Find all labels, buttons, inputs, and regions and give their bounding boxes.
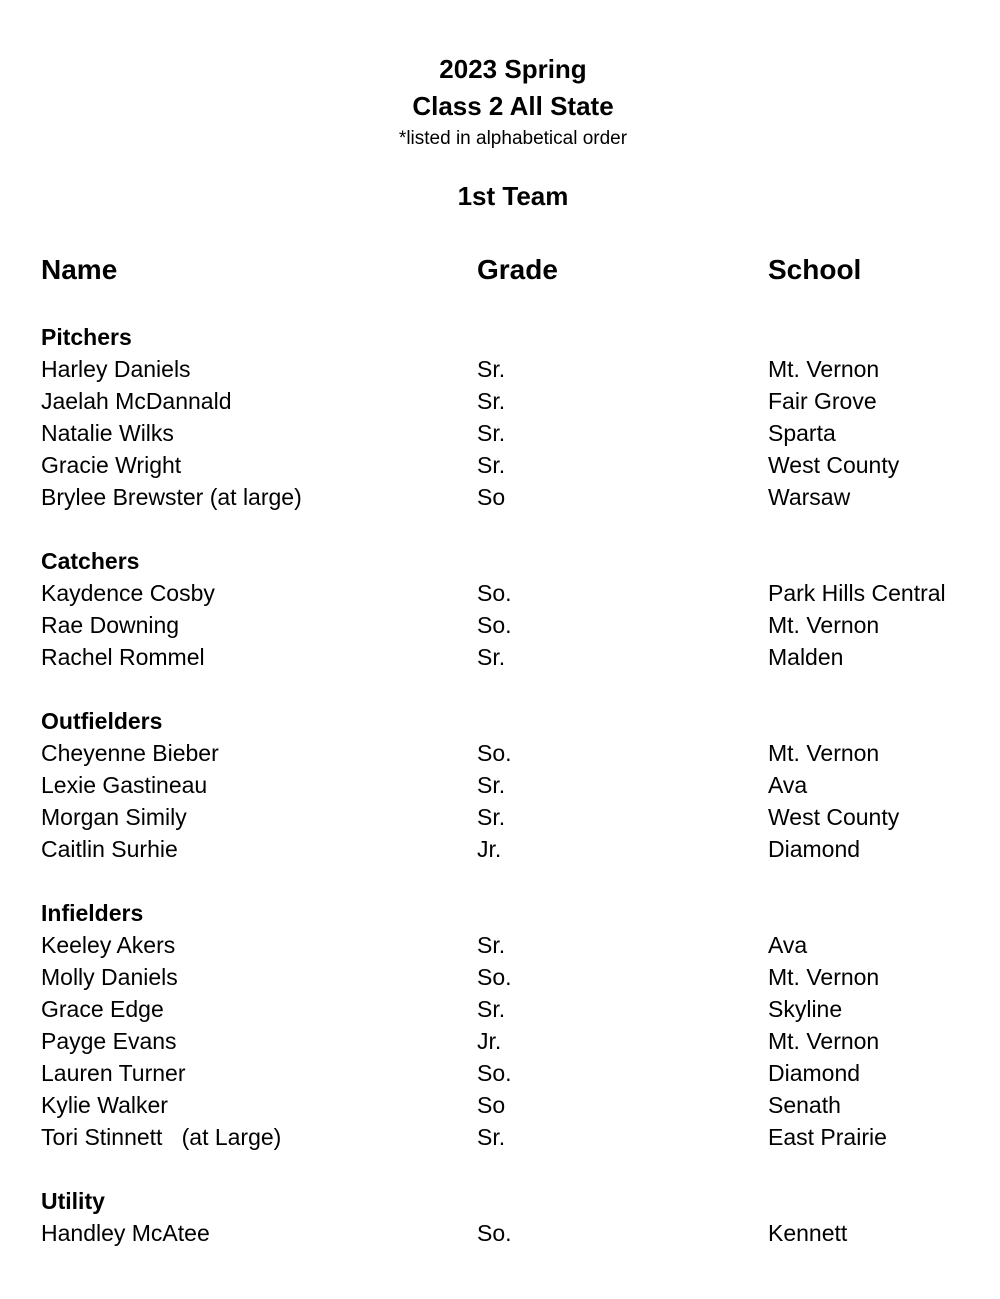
player-name: Brylee Brewster (at large) <box>41 484 302 510</box>
player-grade: Sr. <box>477 772 506 798</box>
player-row <box>0 417 1000 449</box>
player-grade: Sr. <box>477 644 506 670</box>
player-grade: Sr. <box>477 1124 506 1150</box>
player-name: Morgan Simily <box>41 804 187 830</box>
player-school: Sparta <box>768 420 836 446</box>
player-school: Senath <box>768 1092 841 1118</box>
player-name: Gracie Wright <box>41 452 182 478</box>
player-school: East Prairie <box>768 1124 887 1150</box>
player-name: Kaydence Cosby <box>41 580 215 606</box>
player-name: Rachel Rommel <box>41 644 205 670</box>
player-name: Tori Stinnett (at Large) <box>41 1124 282 1150</box>
position-heading: Utility <box>41 1188 105 1214</box>
player-grade: Jr. <box>477 836 502 862</box>
document-title-class: Class 2 All State <box>412 91 614 121</box>
player-grade: Sr. <box>477 388 506 414</box>
player-row <box>0 737 1000 769</box>
player-row <box>0 929 1000 961</box>
roster-list <box>0 321 1000 1281</box>
player-name: Caitlin Surhie <box>41 836 178 862</box>
player-grade: So. <box>477 1220 512 1246</box>
player-school: Diamond <box>768 836 861 862</box>
player-school: Park Hills Central <box>768 580 946 606</box>
player-grade: Jr. <box>477 1028 502 1054</box>
player-row <box>0 1089 1000 1121</box>
player-grade: Sr. <box>477 932 506 958</box>
player-name: Cheyenne Bieber <box>41 740 219 766</box>
player-grade: So. <box>477 612 512 638</box>
player-school: Malden <box>768 644 844 670</box>
position-heading: Pitchers <box>41 324 132 350</box>
player-row <box>0 385 1000 417</box>
player-grade: So <box>477 484 506 510</box>
player-grade: So. <box>477 580 512 606</box>
player-school: Kennett <box>768 1220 848 1246</box>
player-name: Jaelah McDannald <box>41 388 232 414</box>
player-school: Mt. Vernon <box>768 356 880 382</box>
player-name: Keeley Akers <box>41 932 176 958</box>
position-section <box>0 705 1000 865</box>
player-school: Mt. Vernon <box>768 740 880 766</box>
player-grade: Sr. <box>477 420 506 446</box>
alphabetical-note: *listed in alphabetical order <box>398 128 628 149</box>
player-name: Payge Evans <box>41 1028 177 1054</box>
player-row <box>0 1025 1000 1057</box>
team-heading: 1st Team <box>457 181 569 211</box>
player-row <box>0 993 1000 1025</box>
player-row <box>0 449 1000 481</box>
player-grade: Sr. <box>477 804 506 830</box>
player-school: Warsaw <box>768 484 851 510</box>
player-school: Mt. Vernon <box>768 964 880 990</box>
player-grade: Sr. <box>477 996 506 1022</box>
player-grade: Sr. <box>477 356 506 382</box>
player-grade: So. <box>477 740 512 766</box>
player-row <box>0 769 1000 801</box>
position-section <box>0 321 1000 513</box>
player-school: Mt. Vernon <box>768 612 880 638</box>
player-row <box>0 577 1000 609</box>
player-row <box>0 481 1000 513</box>
player-row <box>0 1057 1000 1089</box>
player-grade: Sr. <box>477 452 506 478</box>
player-row <box>0 353 1000 385</box>
player-row <box>0 609 1000 641</box>
player-school: Diamond <box>768 1060 861 1086</box>
school-column-header: School <box>768 254 862 285</box>
player-grade: So. <box>477 1060 512 1086</box>
player-name: Grace Edge <box>41 996 164 1022</box>
position-heading: Infielders <box>41 900 144 926</box>
position-section <box>0 1185 1000 1249</box>
document-title-year: 2023 Spring <box>439 54 587 84</box>
player-name: Natalie Wilks <box>41 420 174 446</box>
player-grade: So <box>477 1092 506 1118</box>
position-heading: Catchers <box>41 548 140 574</box>
player-name: Molly Daniels <box>41 964 178 990</box>
player-name: Rae Downing <box>41 612 180 638</box>
player-school: West County <box>768 804 900 830</box>
position-section <box>0 897 1000 1153</box>
player-row <box>0 641 1000 673</box>
player-name: Kylie Walker <box>41 1092 168 1118</box>
player-school: Ava <box>768 772 808 798</box>
player-name: Harley Daniels <box>41 356 191 382</box>
player-name: Handley McAtee <box>41 1220 210 1246</box>
player-row <box>0 1217 1000 1249</box>
player-name: Lauren Turner <box>41 1060 186 1086</box>
player-grade: So. <box>477 964 512 990</box>
player-row <box>0 833 1000 865</box>
player-school: Mt. Vernon <box>768 1028 880 1054</box>
player-name: Lexie Gastineau <box>41 772 208 798</box>
position-heading: Outfielders <box>41 708 163 734</box>
player-row <box>0 801 1000 833</box>
player-row <box>0 1121 1000 1153</box>
position-section <box>0 545 1000 673</box>
column-header-row <box>0 253 1000 287</box>
player-school: Fair Grove <box>768 388 877 414</box>
player-school: Skyline <box>768 996 843 1022</box>
grade-column-header: Grade <box>477 254 558 285</box>
player-school: West County <box>768 452 900 478</box>
player-row <box>0 961 1000 993</box>
name-column-header: Name <box>41 254 118 285</box>
player-school: Ava <box>768 932 808 958</box>
